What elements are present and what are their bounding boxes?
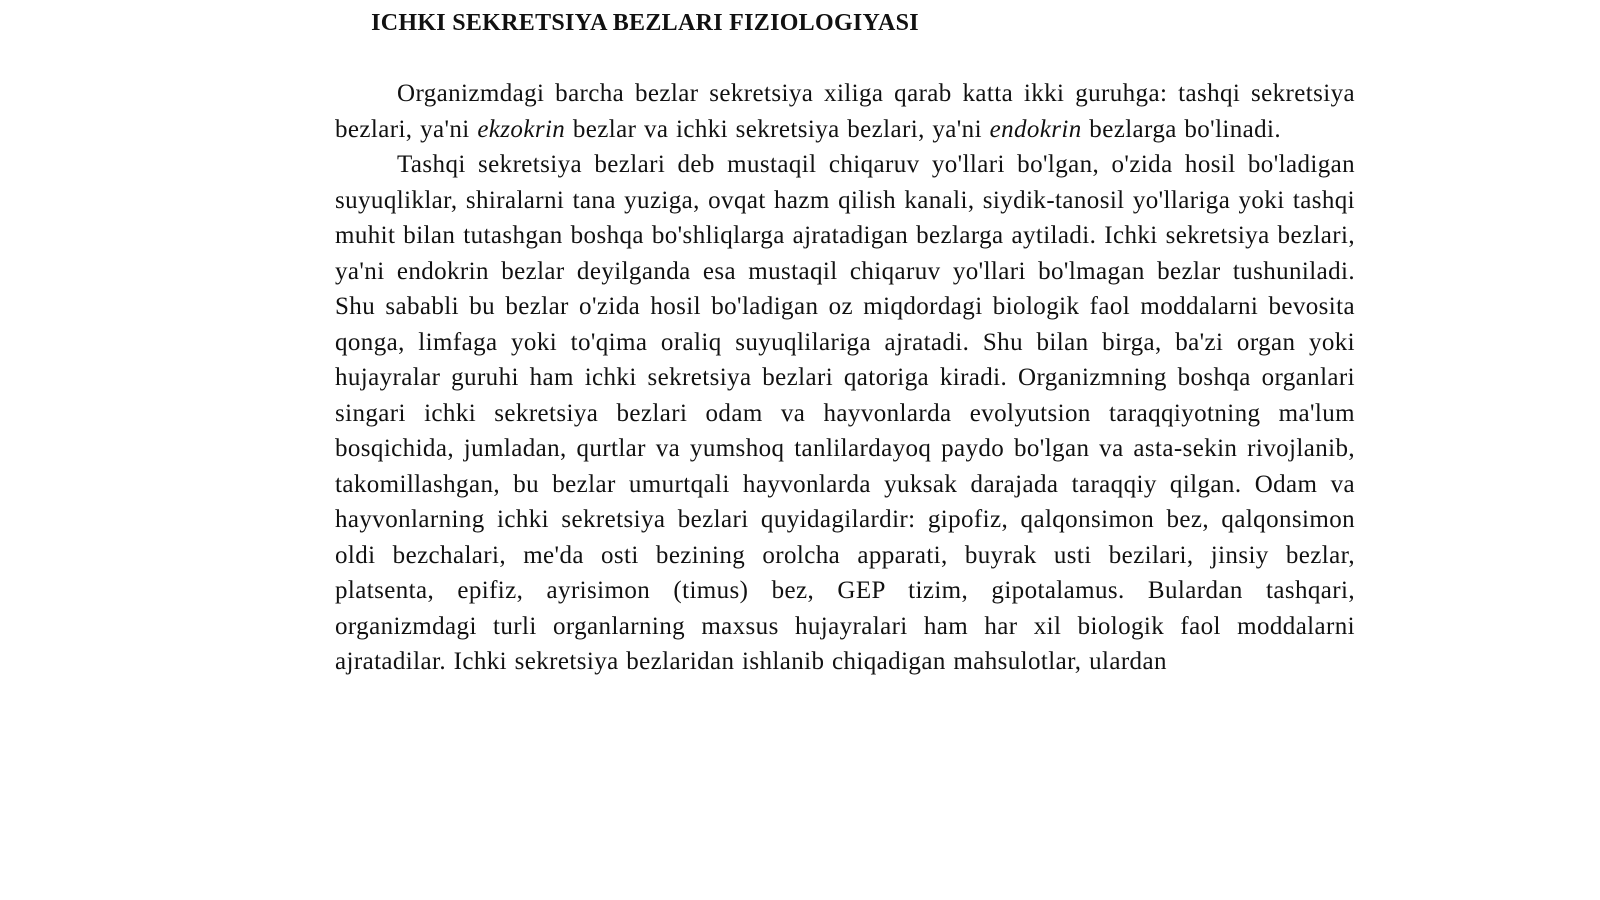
document-body <box>335 76 1355 680</box>
paragraph-intro-text-1: Organizmdagi barcha bezlar sekretsiya xiliga qarab katta ikki guruhga: tashqi sekretsiya bezlari, ya'ni <box>335 80 1355 143</box>
term-endokrin: endokrin <box>989 115 1082 143</box>
document-title: ICHKI SEKRETSIYA BEZLARI FIZIOLOGIYASI <box>371 10 919 36</box>
paragraph-intro-text-3: bezlarga bo'linadi. <box>1081 115 1282 143</box>
paragraph-intro <box>335 76 1355 147</box>
paragraph-main: Tashqi sekretsiya bezlari deb mustaqil chiqaruv yo'llari bo'lgan, o'zida hosil bo'ladigan suyuqliklar, shiralarni tana yuziga, ovqat hazm qilish kanali, siydik-tanosil yo'llariga yoki tashqi muhit bilan tutashgan boshqa bo'shliqlarga ajratadigan bezlarga aytiladi. Ichki sekretsiya bezlari, ya'ni endokrin bezlar deyilganda esa mustaqil chiqaruv yo'llari bo'lmagan bezlar tushuniladi. Shu sababli bu bezlar o'zida hosil bo'ladigan oz miqdordagi biologik faol moddalarni bevosita qonga, limfaga yoki to'qima oraliq suyuqlilariga ajratadi. Shu bilan birga, ba'zi organ yoki hujayralar guruhi ham ichki sekretsiya bezlari qatoriga kiradi. Organizmning boshqa organlari singari ichki sekretsiya bezlari odam va hayvonlarda evolyutsion taraqqiyotning ma'lum bosqichida, jumladan, qurtlar va yumshoq tanlilardayoq paydo bo'lgan va asta-sekin rivojlanib, takomillashgan, bu bezlar umurtqali hayvonlarda yuksak darajada taraqqiy qilgan. Odam va hayvonlarning ichki sekretsiya bezlari quyidagilardir: gipofiz, qalqonsimon bez, qalqonsimon oldi bezchalari, me'da osti bezining orolcha apparati, buyrak usti bezilari, jinsiy bezlar, platsenta, epifiz, ayrisimon (timus) bez, GEP tizim, gipotalamus. Bulardan tashqari, organizmdagi turli organlarning maxsus hujayralari ham har xil biologik faol moddalarni ajratadilar. Ichki sekretsiya bezlaridan ishlanib chiqadigan mahsulotlar, ulardan <box>335 151 1355 675</box>
paragraph-intro-text-2: bezlar va ichki sekretsiya bezlari, ya'ni <box>565 115 990 143</box>
term-ekzokrin: ekzokrin <box>477 115 566 143</box>
